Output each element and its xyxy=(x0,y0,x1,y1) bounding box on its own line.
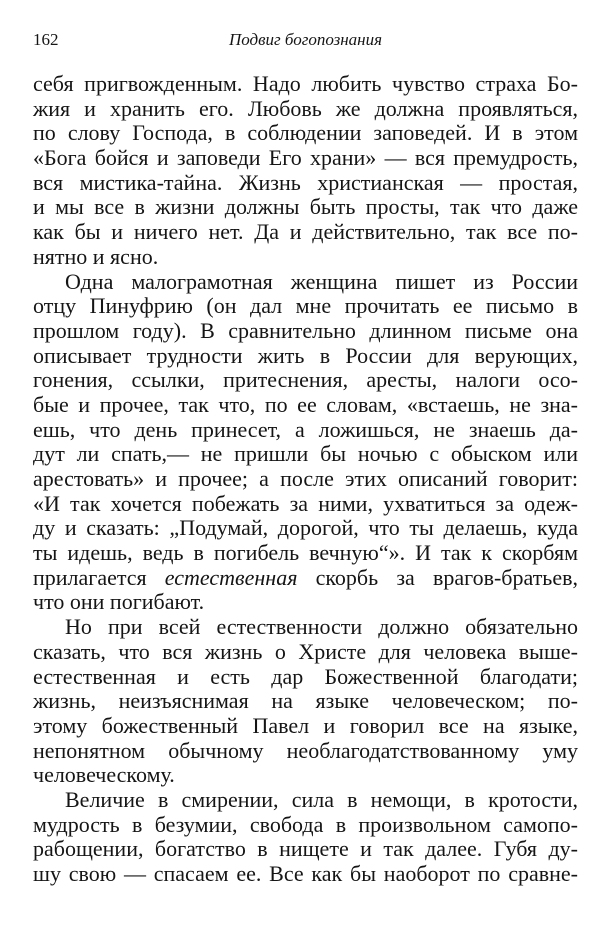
text-line: бые и прочее, так что, по ее словам, «встаешь, не зна- xyxy=(33,391,578,417)
text-line: что они погибают. xyxy=(33,589,205,615)
running-header xyxy=(33,30,578,54)
text-line: жизнь, неизъяснимая на языке человеческом; по- xyxy=(33,688,578,714)
paragraph xyxy=(33,270,578,616)
text-line: шу свою — спасаем ее. Все как бы наоборот по сравне- xyxy=(33,861,578,886)
running-title: Подвиг богопознания xyxy=(228,30,383,49)
page-body-text xyxy=(33,72,578,887)
text-segment: прилагается xyxy=(33,564,165,590)
paragraph xyxy=(33,788,578,887)
text-line: описывает трудности жить в России для верующих, xyxy=(33,342,578,368)
text-line: прошлом году). В сравнительно длинном письме она xyxy=(33,317,578,343)
text-line: «И так хочется побежать за ними, ухватиться за одеж- xyxy=(33,490,578,516)
text-line: как бы и ничего нет. Да и действительно, так все по- xyxy=(33,219,578,245)
text-line: арестовать» и прочее; а после этих описаний говорит: xyxy=(33,466,578,491)
paragraph xyxy=(33,72,578,270)
text-line: жия и хранить его. Любовь же должна проявляться, xyxy=(33,95,578,121)
text-line xyxy=(33,566,578,591)
text-line: «Бога бойся и заповеди Его храни» — вся премудрость, xyxy=(33,145,578,171)
page-number: 162 xyxy=(33,30,59,49)
text-line: гонения, ссылки, притеснения, аресты, налоги осо- xyxy=(33,367,578,393)
text-line: Величие в смирении, сила в немощи, в кротости, xyxy=(65,786,578,812)
text-line: мудрость в безумии, свобода в произвольном самопо- xyxy=(33,811,578,837)
text-line: непонятном обычному необлагодатствованному уму xyxy=(33,737,578,763)
text-line: сказать, что вся жизнь о Христе для человека выше- xyxy=(33,638,578,664)
text-line: себя пригвожденным. Надо любить чувство страха Бо- xyxy=(33,71,578,96)
paragraph xyxy=(33,615,578,788)
text-line: дут ли спать,— не пришли бы ночью с обыском или xyxy=(33,441,578,467)
text-line: отцу Пинуфрию (он дал мне прочитать ее письмо в xyxy=(33,293,578,319)
text-segment: скорбь за врагов-братьев, xyxy=(297,564,578,590)
text-line: рабощении, богатство в нищете и так далее. Губя ду- xyxy=(33,836,578,862)
text-line: Одна малограмотная женщина пишет из России xyxy=(65,268,578,294)
text-line: по слову Господа, в соблюдении заповедей. И в этом xyxy=(33,120,578,146)
text-line: ешь, что день принесет, а ложишься, не знаешь да- xyxy=(33,416,578,442)
text-line: и мы все в жизни должны быть просты, так что даже xyxy=(33,194,578,220)
text-line: ду и сказать: „Подумай, дорогой, что ты делаешь, куда xyxy=(33,515,578,541)
text-line: ты идешь, ведь в погибель вечную“». И так к скорбям xyxy=(33,540,578,566)
text-line: Но при всей естественности должно обязательно xyxy=(65,614,578,640)
italic-emphasis: естественная xyxy=(164,564,298,590)
text-line: вся мистика-тайна. Жизнь христианская — простая, xyxy=(33,169,578,195)
text-line: естественная и есть дар Божественной благодати; xyxy=(33,663,578,689)
text-line: человеческому. xyxy=(33,762,175,788)
text-line: нятно и ясно. xyxy=(33,243,159,269)
text-line: этому божественный Павел и говорил все на языке, xyxy=(33,712,578,738)
